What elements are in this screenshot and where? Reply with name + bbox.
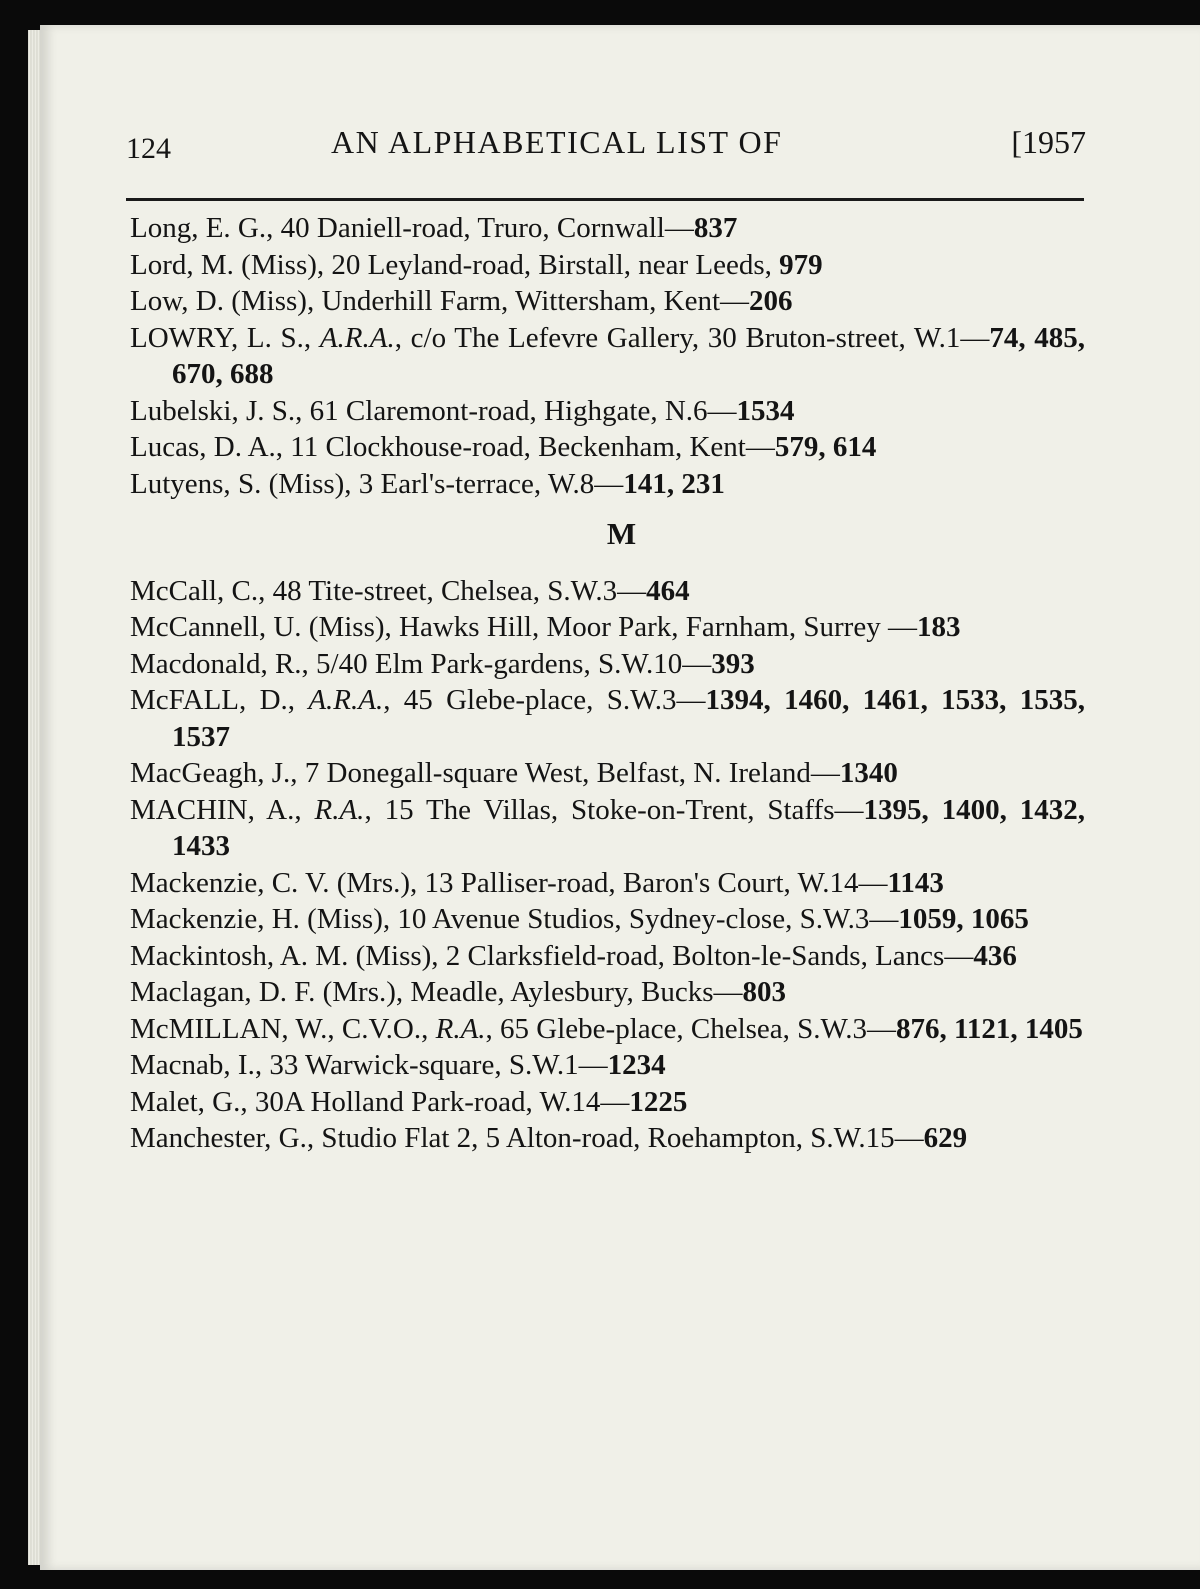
entry-honour: A.R.A. xyxy=(319,321,395,354)
list-entry xyxy=(130,573,1085,610)
entry-address: L. S., xyxy=(238,321,320,354)
year-marker: [1957 xyxy=(1011,124,1086,160)
entry-address-cont: , 15 The Villas, Stoke-on-Trent, Staffs— xyxy=(364,793,864,826)
list-entry xyxy=(130,429,1085,466)
entry-name: McFALL, xyxy=(130,684,247,716)
entry-address: I., 33 Warwick-square, S.W.1— xyxy=(230,1049,608,1081)
entry-honour: R.A. xyxy=(314,793,365,826)
entry-exhibit-numbers: 183 xyxy=(916,611,961,643)
list-entry xyxy=(130,283,1085,320)
list-entry xyxy=(130,1120,1085,1157)
entry-name: Long, xyxy=(130,212,199,244)
entry-address-cont: , c/o The Lefevre Gallery, 30 Bruton-street, W.1— xyxy=(394,321,990,354)
entry-address: G., Studio Flat 2, 5 Alton-road, Roehampton, S.W.15— xyxy=(271,1122,924,1154)
entry-exhibit-numbers: 393 xyxy=(711,647,755,680)
entry-name: Lubelski, xyxy=(130,394,239,427)
entry-address-cont: , 65 Glebe-place, Chelsea, S.W.3— xyxy=(485,1012,897,1045)
entry-address: J. S., 61 Claremont-road, Highgate, N.6— xyxy=(238,394,737,427)
entry-address: D. A., 11 Clockhouse-road, Beckenham, Kent— xyxy=(206,431,775,463)
list-entry xyxy=(130,466,1085,503)
list-entry xyxy=(130,247,1085,284)
entry-address: C. V. (Mrs.), 13 Palliser-road, Baron's Court, W.14— xyxy=(264,866,888,899)
entry-address: D. (Miss), Underhill Farm, Wittersham, Kent— xyxy=(188,285,750,317)
entry-exhibit-numbers: 1394, 1460, 1461, 1533, 1535, 1537 xyxy=(172,684,1085,753)
entry-name: Lucas, xyxy=(130,431,207,463)
entry-address: J., 7 Donegall-square West, Belfast, N. Ireland— xyxy=(264,757,840,789)
entry-address-cont: , 45 Glebe-place, S.W.3— xyxy=(383,684,706,716)
entry-name: Macnab, xyxy=(130,1049,231,1081)
entry-exhibit-numbers: 1059, 1065 xyxy=(898,903,1029,935)
entry-address: G., 30A Holland Park-road, W.14— xyxy=(204,1085,630,1118)
entry-address: C., 48 Tite-street, Chelsea, S.W.3— xyxy=(224,574,647,607)
entry-exhibit-numbers: 1395, 1400, 1432, 1433 xyxy=(172,793,1086,862)
list-entry xyxy=(130,682,1085,755)
entry-exhibit-numbers: 1143 xyxy=(887,866,944,899)
list-entry xyxy=(130,755,1085,792)
entry-exhibit-numbers: 1340 xyxy=(839,757,898,789)
entry-honour: R.A. xyxy=(435,1012,486,1045)
entry-exhibit-numbers: 141, 231 xyxy=(623,467,725,500)
entry-exhibit-numbers: 803 xyxy=(742,976,787,1008)
entry-name: McCannell, xyxy=(130,611,267,643)
entry-list xyxy=(130,210,1085,1157)
entry-address: W., C.V.O., xyxy=(288,1012,436,1045)
entry-name: Manchester, xyxy=(130,1122,272,1154)
list-entry xyxy=(130,792,1085,865)
entry-exhibit-numbers: 579, 614 xyxy=(774,431,877,463)
list-entry xyxy=(130,393,1085,430)
entry-address: A. M. (Miss), 2 Clarksfield-road, Bolton-le-Sands, Lancs— xyxy=(274,939,974,972)
list-entry xyxy=(130,1047,1085,1084)
list-entry xyxy=(130,609,1085,646)
entry-name: Macdonald, xyxy=(130,647,268,680)
entry-exhibit-numbers: 629 xyxy=(923,1122,968,1154)
entry-name: McCall, xyxy=(130,574,225,607)
entry-name: MACHIN, xyxy=(130,793,255,826)
entry-honour: A.R.A. xyxy=(308,684,384,716)
entry-name: MacGeagh, xyxy=(130,757,265,789)
entry-address: H. (Miss), 10 Avenue Studios, Sydney-close, S.W.3— xyxy=(264,903,899,935)
list-entry xyxy=(130,320,1085,393)
entry-address: D. F. (Mrs.), Meadle, Aylesbury, Bucks— xyxy=(251,976,743,1008)
entry-address: M. (Miss), 20 Leyland-road, Birstall, near Leeds, xyxy=(193,248,780,281)
entry-address: D., xyxy=(246,684,309,716)
entry-exhibit-numbers: 876, 1121, 1405 xyxy=(896,1012,1083,1045)
entries-l-section xyxy=(130,210,1085,502)
list-entry xyxy=(130,210,1085,247)
entry-address: S. (Miss), 3 Earl's-terrace, W.8— xyxy=(230,467,624,500)
page-number: 124 xyxy=(126,132,171,165)
entry-name: Lutyens, xyxy=(130,467,231,500)
list-entry xyxy=(130,1011,1085,1048)
list-entry xyxy=(130,938,1085,975)
entry-exhibit-numbers: 436 xyxy=(973,939,1017,972)
entry-exhibit-numbers: 464 xyxy=(646,574,690,607)
entry-address: A., xyxy=(254,793,315,826)
entry-name: Mackenzie, xyxy=(130,866,265,899)
entry-address: U. (Miss), Hawks Hill, Moor Park, Farnham, Surrey — xyxy=(266,611,917,643)
list-entry xyxy=(130,1084,1085,1121)
entry-name: LOWRY, xyxy=(130,321,239,354)
entry-exhibit-numbers: 1234 xyxy=(607,1049,666,1081)
page-header xyxy=(126,118,1086,178)
header-rule xyxy=(126,198,1084,201)
list-entry xyxy=(130,901,1085,938)
entry-exhibit-numbers: 837 xyxy=(693,212,738,244)
entry-name: McMILLAN, xyxy=(130,1012,289,1045)
entry-exhibit-numbers: 1225 xyxy=(629,1085,688,1118)
entry-exhibit-numbers: 979 xyxy=(779,248,823,281)
entry-name: Low, xyxy=(130,285,189,317)
entries-m-section xyxy=(130,573,1085,1157)
list-entry xyxy=(130,974,1085,1011)
running-title: AN ALPHABETICAL LIST OF xyxy=(331,124,783,160)
list-entry xyxy=(130,865,1085,902)
entry-exhibit-numbers: 74, 485, 670, 688 xyxy=(172,321,1086,390)
list-entry xyxy=(130,646,1085,683)
entry-address: R., 5/40 Elm Park-gardens, S.W.10— xyxy=(267,647,712,680)
entry-name: Mackintosh, xyxy=(130,939,275,972)
entry-exhibit-numbers: 206 xyxy=(749,285,793,317)
entry-name: Malet, xyxy=(130,1085,205,1118)
entry-name: Lord, xyxy=(130,248,194,281)
section-letter: M xyxy=(606,516,637,551)
entry-name: Mackenzie, xyxy=(130,903,265,935)
entry-address: E. G., 40 Daniell-road, Truro, Cornwall— xyxy=(198,212,694,244)
entry-name: Maclagan, xyxy=(130,976,252,1008)
entry-exhibit-numbers: 1534 xyxy=(736,394,795,427)
